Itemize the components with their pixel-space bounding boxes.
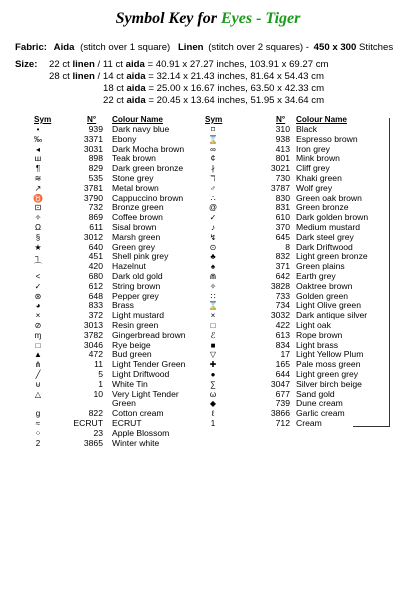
size-line-pre: 18 ct — [103, 83, 127, 94]
size-line-b1: linen — [72, 59, 95, 70]
size-line-mid: / 11 ct — [94, 59, 126, 70]
color-number: 372 — [88, 310, 103, 321]
color-symbol-icon: ✓ — [34, 281, 42, 291]
color-number: 3021 — [270, 163, 290, 174]
color-symbol-icon: ¢ — [210, 154, 216, 164]
color-number: 3781 — [83, 182, 103, 193]
color-symbol-icon: × — [210, 311, 216, 321]
color-name: Light Yellow Plum — [296, 349, 364, 360]
size-line — [49, 71, 324, 82]
color-name: Iron grey — [296, 143, 330, 154]
color-name: Dark steel grey — [296, 231, 354, 242]
color-number: 640 — [88, 241, 103, 252]
color-number: 370 — [275, 221, 290, 232]
color-number: 535 — [88, 172, 103, 183]
color-symbol-icon: ¶ — [35, 164, 41, 174]
color-symbol-icon: ┐ — [35, 252, 41, 262]
color-number: 801 — [275, 153, 290, 164]
color-number: 11 — [94, 359, 103, 370]
fabric-label: Fabric: — [15, 42, 47, 53]
color-number: 938 — [275, 133, 290, 144]
color-name: Cliff grey — [296, 163, 330, 174]
color-symbol-icon: ℰ — [210, 330, 216, 340]
color-number: 730 — [275, 172, 290, 183]
color-number: 451 — [88, 251, 103, 262]
color-number: 610 — [275, 212, 290, 223]
list-item — [0, 409, 208, 419]
color-number: 644 — [275, 368, 290, 379]
list-item — [0, 331, 208, 341]
color-number: 734 — [275, 300, 290, 311]
size-label: Size: — [15, 59, 38, 70]
color-symbol-icon: • — [36, 125, 40, 134]
color-name: Golden green — [296, 290, 349, 301]
list-item — [0, 223, 208, 233]
color-name: White Tin — [112, 378, 148, 389]
color-name: Dark Driftwood — [296, 241, 353, 252]
decorative-border — [353, 118, 390, 427]
color-symbol-icon: ✧ — [209, 281, 217, 291]
color-symbol-icon: ∑ — [210, 379, 216, 389]
left-color-list — [0, 125, 208, 448]
list-item — [0, 429, 208, 439]
list-item — [0, 262, 208, 272]
color-name: Light Tender Green — [112, 359, 186, 370]
color-name: Resin green — [112, 319, 159, 330]
color-symbol-icon: ɱ — [34, 330, 42, 340]
color-number: 611 — [89, 221, 103, 232]
list-item — [0, 233, 208, 243]
color-name: Mink brown — [296, 153, 340, 164]
color-symbol-icon: ◕ — [35, 301, 41, 311]
color-number: 613 — [275, 329, 290, 340]
color-symbol-icon: ◆ — [209, 399, 217, 409]
color-number: 413 — [275, 143, 290, 154]
color-symbol-icon: ш — [34, 154, 42, 164]
color-name: Coffee brown — [112, 212, 163, 223]
color-symbol-icon: @ — [208, 203, 218, 213]
color-symbol-icon: ℸ — [210, 173, 216, 183]
fabric-line — [15, 42, 393, 53]
size-line-pre: 22 ct — [103, 95, 127, 106]
color-symbol-icon: § — [35, 232, 41, 242]
color-number: 3047 — [270, 378, 290, 389]
size-line — [103, 83, 324, 94]
color-name: Light brass — [296, 339, 339, 350]
color-name: Pale moss green — [296, 359, 361, 370]
size-line-pre: 22 ct — [49, 59, 73, 70]
fabric-aida: Aida — [53, 42, 75, 53]
color-symbol-icon: × — [35, 311, 41, 321]
color-number: 3032 — [270, 310, 290, 321]
list-item — [0, 252, 208, 262]
color-number: 732 — [88, 202, 103, 213]
color-number: 3828 — [270, 280, 290, 291]
size-line-b2: aida — [126, 83, 146, 94]
color-number: 648 — [88, 290, 103, 301]
list-item — [0, 301, 208, 311]
color-name: Green bronze — [296, 202, 349, 213]
color-symbol-icon: ▲ — [34, 350, 42, 360]
color-name: Light green grey — [296, 368, 359, 379]
list-item — [0, 390, 208, 410]
size-line — [103, 95, 324, 106]
fabric-aida-note: (stitch over 1 square) — [80, 42, 171, 53]
fabric-linen: Linen — [177, 42, 204, 53]
color-symbol-icon: ◂ — [35, 144, 40, 154]
color-number: 733 — [275, 290, 290, 301]
size-line-post: = 40.91 x 27.27 inches, 103.91 x 69.27 cm — [144, 59, 329, 70]
color-name: Garlic cream — [296, 408, 345, 419]
color-symbol-icon: ✧ — [34, 213, 42, 223]
title-prefix: Symbol Key for — [115, 10, 221, 27]
list-item — [0, 419, 208, 429]
color-number: 5 — [98, 368, 103, 379]
color-name: Dark green bronze — [112, 163, 184, 174]
color-number: 3013 — [83, 319, 103, 330]
color-name: Rye beige — [112, 339, 151, 350]
color-name: Khaki green — [296, 172, 342, 183]
color-name: Dark old gold — [112, 270, 163, 281]
color-number: 834 — [275, 339, 290, 350]
color-symbol-icon: ω — [209, 389, 217, 399]
color-number: 3866 — [270, 408, 290, 419]
color-symbol-icon: ⊡ — [34, 203, 42, 213]
color-number: 422 — [275, 319, 290, 330]
list-item — [0, 370, 208, 380]
color-number: 8 — [285, 241, 290, 252]
color-name: Sisal brown — [112, 221, 157, 232]
color-name: Gingerbread brown — [112, 329, 186, 340]
color-name: ECRUT — [112, 417, 142, 428]
left-header-sym: Sym — [34, 115, 52, 124]
color-number: 680 — [88, 270, 103, 281]
list-item — [0, 439, 208, 449]
color-number: ECRUT — [73, 417, 103, 428]
fabric-stitches: 450 x 300 — [313, 42, 357, 53]
list-item — [0, 282, 208, 292]
color-symbol-icon: 1 — [210, 418, 216, 428]
size-line-b2: aida — [125, 59, 145, 70]
color-number: 642 — [275, 270, 290, 281]
color-name: Shell pink grey — [112, 251, 169, 262]
color-name: Green grey — [112, 241, 155, 252]
color-symbol-icon: ‰ — [34, 134, 42, 144]
color-name: Cream — [296, 417, 322, 428]
color-name: Dark Mocha brown — [112, 143, 185, 154]
color-name: Winter white — [112, 437, 160, 448]
list-item — [0, 164, 208, 174]
color-symbol-icon: ⁘ — [34, 428, 42, 438]
color-symbol-icon: ⌛ — [208, 134, 218, 144]
color-number: 822 — [88, 408, 103, 419]
list-item — [0, 341, 208, 351]
color-symbol-icon: ⊛ — [34, 291, 42, 301]
list-item — [0, 272, 208, 282]
color-name: Silver birch beige — [296, 378, 362, 389]
list-item — [0, 311, 208, 321]
size-line-post: = 25.00 x 16.67 inches, 63.50 x 42.33 cm — [145, 83, 325, 94]
size-line-post: = 20.45 x 13.64 inches, 51.95 x 34.64 cm — [145, 95, 325, 106]
color-number: 898 — [88, 153, 103, 164]
color-number: 23 — [93, 427, 103, 438]
list-item — [0, 145, 208, 155]
color-name: Metal brown — [112, 182, 159, 193]
color-number: 677 — [275, 388, 290, 399]
color-symbol-icon: ♣ — [210, 252, 216, 262]
left-header-num: N° — [87, 115, 97, 124]
color-symbol-icon: ✚ — [209, 360, 217, 370]
color-number: 371 — [275, 261, 290, 272]
color-symbol-icon: ≈ — [35, 418, 41, 428]
color-symbol-icon: □ — [35, 340, 41, 350]
size-line-b2: aida — [126, 71, 146, 82]
color-name: Espresso brown — [296, 133, 358, 144]
color-symbol-icon: □ — [210, 320, 216, 330]
color-number: 3012 — [83, 231, 103, 242]
color-number: 869 — [88, 212, 103, 223]
right-header-num: N° — [276, 115, 286, 124]
color-symbol-icon: ♂ — [210, 183, 216, 193]
color-number: 612 — [88, 280, 103, 291]
color-name: Cotton cream — [112, 408, 164, 419]
size-line-post: = 32.14 x 21.43 inches, 81.64 x 54.43 cm — [145, 71, 324, 82]
page-title — [0, 10, 416, 28]
size-line-mid: / 14 ct — [94, 71, 127, 82]
left-header-name: Colour Name — [112, 115, 163, 124]
color-number: 17 — [280, 349, 290, 360]
color-symbol-icon: ♉ — [33, 193, 43, 203]
color-symbol-icon: ≋ — [34, 173, 42, 183]
size-line — [49, 59, 329, 70]
color-number: 3790 — [83, 192, 103, 203]
color-symbol-icon: ✓ — [209, 213, 217, 223]
color-number: 829 — [88, 163, 103, 174]
color-symbol-icon: ⌛ — [208, 301, 218, 311]
color-symbol-icon: ★ — [34, 242, 42, 252]
size-line-b1: linen — [72, 71, 95, 82]
fabric-linen-note: (stitch over 2 squares) - — [208, 42, 309, 53]
color-symbol-icon: ■ — [210, 340, 216, 350]
right-header-name: Colour Name — [296, 115, 347, 124]
color-symbol-icon: ⊙ — [209, 242, 217, 252]
color-symbol-icon: ⋒ — [209, 271, 217, 281]
color-number: 420 — [88, 261, 103, 272]
color-number: 1 — [98, 378, 103, 389]
color-symbol-icon: ℓ — [211, 409, 215, 419]
color-symbol-icon: ⌒ — [34, 262, 42, 272]
color-name: Medium mustard — [296, 221, 360, 232]
color-name: Dark navy blue — [112, 124, 170, 134]
color-name: Cappuccino brown — [112, 192, 184, 203]
list-item — [0, 213, 208, 223]
color-symbol-icon: ⊍ — [35, 379, 41, 389]
color-name: Light Olive green — [296, 300, 361, 311]
color-name: Green plains — [296, 261, 345, 272]
color-name: Light Driftwood — [112, 368, 170, 379]
color-symbol-icon: ⊘ — [34, 320, 42, 330]
color-number: 712 — [275, 417, 290, 428]
color-name: Wolf grey — [296, 182, 333, 193]
color-symbol-icon: 2 — [35, 438, 41, 448]
color-name: Stone grey — [112, 172, 154, 183]
color-symbol-icon: Ω — [35, 222, 41, 232]
color-name: Brass — [112, 300, 134, 311]
color-name: Dark antique silver — [296, 310, 368, 321]
color-name: Pepper grey — [112, 290, 159, 301]
list-item — [0, 174, 208, 184]
color-name: Black — [296, 124, 318, 134]
list-item — [0, 194, 208, 204]
color-symbol-icon: ∞ — [210, 144, 216, 154]
color-symbol-icon: ∴ — [210, 193, 216, 203]
color-name: Bronze green — [112, 202, 164, 213]
right-header-sym: Sym — [205, 115, 223, 124]
color-name: Apple Blossom — [112, 427, 170, 438]
color-name: Sand gold — [296, 388, 335, 399]
color-symbol-icon: △ — [34, 389, 42, 399]
color-symbol-icon: ↗ — [34, 183, 42, 193]
fabric-stitches-suffix: Stitches — [359, 42, 394, 53]
color-symbol-icon: < — [35, 271, 41, 281]
color-number: 3782 — [83, 329, 103, 340]
color-symbol-icon: ∷ — [210, 291, 216, 301]
list-item — [0, 243, 208, 253]
list-item — [0, 360, 208, 370]
color-number: 3031 — [83, 143, 103, 154]
color-name: Light oak — [296, 319, 331, 330]
color-number: 739 — [275, 398, 290, 409]
color-name: Green oak brown — [296, 192, 362, 203]
color-number: 645 — [275, 231, 290, 242]
color-symbol-icon: ▽ — [209, 350, 217, 360]
color-number: 3865 — [83, 437, 103, 448]
color-number: 830 — [275, 192, 290, 203]
color-number: 472 — [88, 349, 103, 360]
size-line-b2: aida — [126, 95, 146, 106]
color-name: Oaktree brown — [296, 280, 353, 291]
color-name: Marsh green — [112, 231, 161, 242]
size-line-pre: 28 ct — [49, 71, 73, 82]
color-name: Teak brown — [112, 153, 156, 164]
color-number: 3371 — [83, 133, 103, 144]
color-symbol-icon: ⌑ — [210, 125, 216, 134]
color-name: Ebony — [112, 133, 137, 144]
title-accent: Eyes - Tiger — [220, 10, 301, 27]
color-number: 310 — [275, 124, 290, 134]
color-symbol-icon: ∤ — [211, 164, 215, 174]
color-number: 3046 — [83, 339, 103, 350]
list-item — [0, 292, 208, 302]
color-name: Light green bronze — [296, 251, 368, 262]
color-name: Dark golden brown — [296, 212, 369, 223]
color-name: Earth grey — [296, 270, 336, 281]
color-number: 939 — [88, 124, 103, 134]
color-number: 10 — [93, 388, 103, 399]
color-symbol-icon: ↯ — [209, 232, 217, 242]
color-name: Hazelnut — [112, 261, 146, 272]
color-name: Rope brown — [296, 329, 343, 340]
color-symbol-icon: ● — [210, 369, 216, 379]
color-number: 831 — [275, 202, 290, 213]
color-symbol-icon: ⋔ — [34, 360, 42, 370]
color-name: String brown — [112, 280, 161, 291]
color-symbol-icon: ╱ — [35, 369, 41, 379]
color-name: Light mustard — [112, 310, 165, 321]
color-name: Very Light Tender Green — [112, 388, 179, 409]
color-symbol-icon: g — [35, 409, 41, 419]
color-number: 832 — [275, 251, 290, 262]
list-item — [0, 203, 208, 213]
list-item — [0, 125, 208, 135]
color-number: 3787 — [270, 182, 290, 193]
color-number: 165 — [275, 359, 290, 370]
color-name: Bud green — [112, 349, 152, 360]
color-name: Dune cream — [296, 398, 343, 409]
color-symbol-icon: ♪ — [211, 222, 215, 232]
color-number: 833 — [88, 300, 103, 311]
color-symbol-icon: ♠ — [210, 262, 216, 272]
